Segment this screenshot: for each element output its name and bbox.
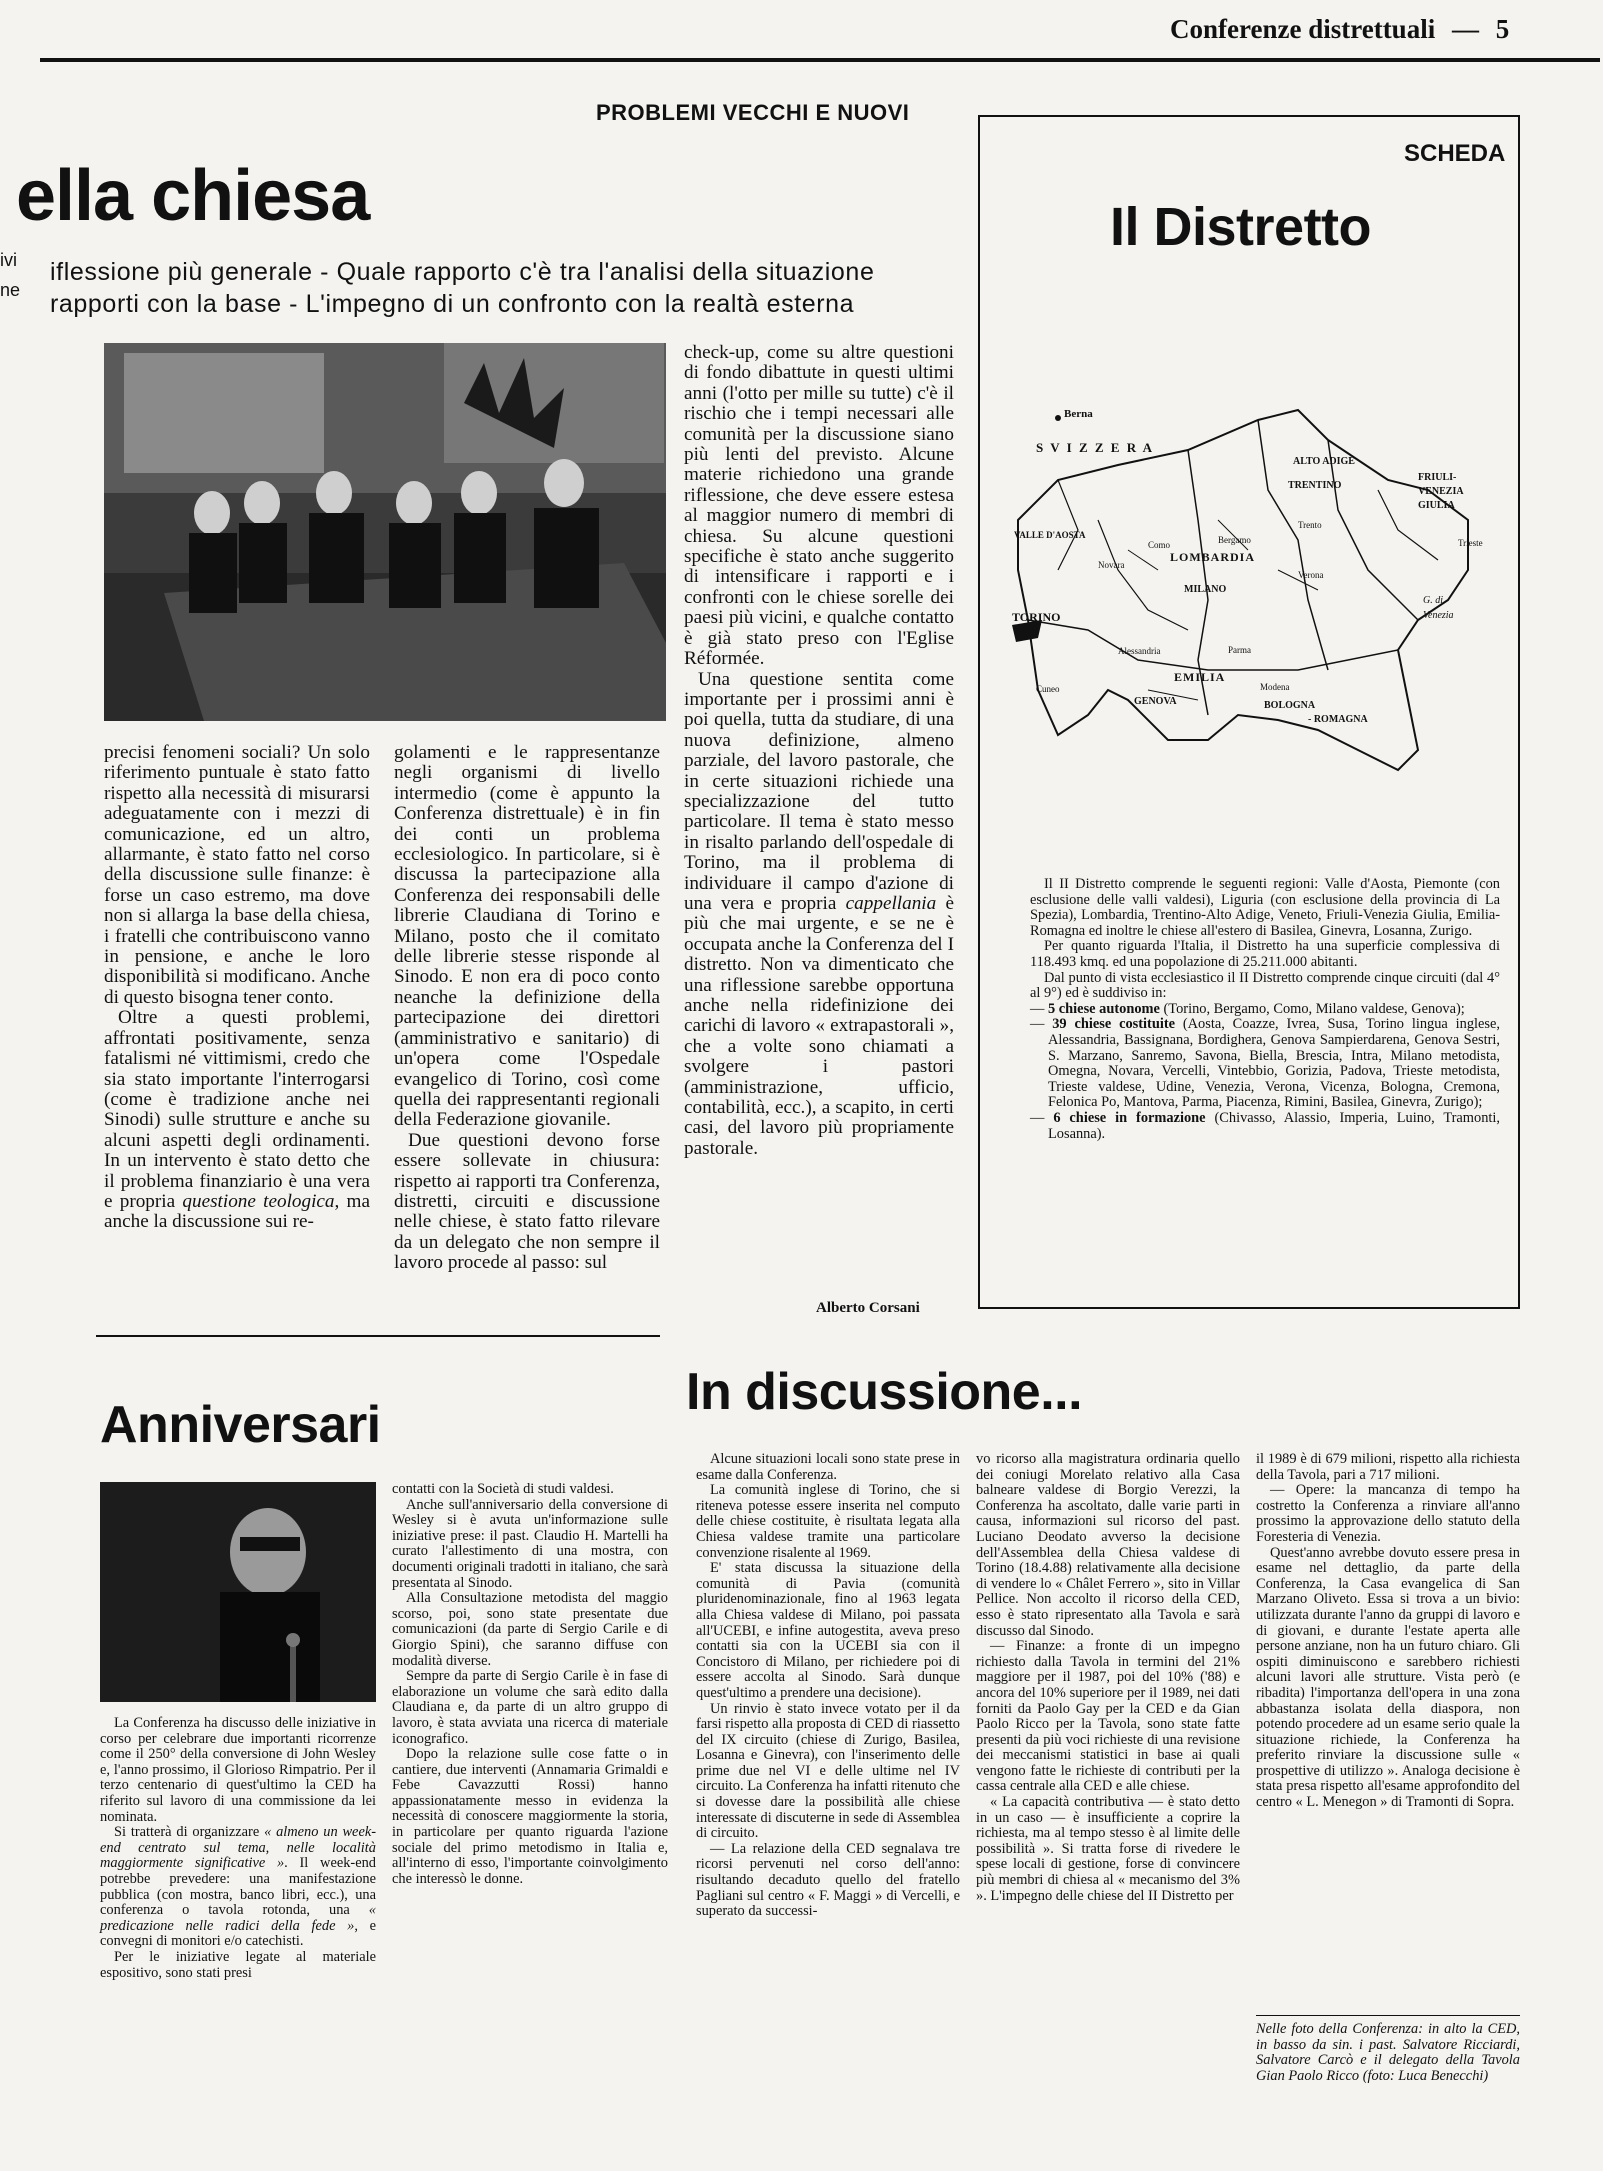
list-item <box>1030 1002 1500 1018</box>
header-rule <box>40 58 1600 62</box>
map-label-trento: Trento <box>1298 520 1322 530</box>
subtitle-line-1: iflessione più generale - Quale rapporto c'è tra l'analisi della situazione <box>50 258 875 286</box>
paragraph: Dopo la relazione sulle cose fatte o in cantiere, due interventi (Annamaria Grimaldi e Febe Cavazzutti Rossi) hanno appassionatamente messo in evidenza la necessità di conoscere maggiormente la storia, in particolare per quanto riguarda l'azione sociale del primo metodismo in Italia e, all'interno di esso, l'importante coinvolgimento che interessò le donne. <box>392 1746 668 1887</box>
text-run: , ma <box>334 1190 370 1212</box>
anniversari-title: Anniversari <box>100 1396 381 1454</box>
italic-phrase: « predicazione nelle radici della fede » <box>100 1902 376 1934</box>
map-label-romagna: - ROMAGNA <box>1308 714 1368 725</box>
discussione-title: In discussione... <box>686 1363 1083 1421</box>
text-run: . Il week-end potrebbe prevedere: una manifestazione pubblica (con mostra, banco libri, ecc.), una conferenza o tavola rotonda, una <box>100 1855 376 1919</box>
map-label-modena: Modena <box>1260 682 1290 692</box>
paragraph: Un rinvio è stato invece votato per il da farsi rispetto alla proposta di CED di riassetto del IX circuito (chiese di Zurigo, Basilea, Losanna e Ginevra), con l'inserimento delle prime due nel VI e delle ultime nel IV circuito. La Conferenza ha infatti ritenuto che si dovesse dare la possibilità alle chiese interessate di discuterne in sede di Assemblea di circuito. <box>696 1700 960 1842</box>
map-label-svizzera: S V I Z Z E R A <box>1036 440 1155 455</box>
map-label-friuli: FRIULI- <box>1418 472 1457 483</box>
scheda-title: Il Distretto <box>1110 197 1372 257</box>
left-edge-2: ne <box>0 280 21 300</box>
paragraph: Quest'anno avrebbe dovuto essere presa in esame nel dettaglio, da parte della Conferenza, la Casa evangelica di San Marzano Oliveto. Essa si trova a un bivio: utilizzata durante l'anno da gruppi di lavoro e di giovani, e durante l'estate aperta alle persone anziane, non ha un futuro chiaro. Gli ospiti diminuiscono e sarebbero richiesti alcuni lavori alle strutture. Vista però (e ribadita) l'importanza dell'opera in una zona abbastanza isolata della diaspora, non potendo procedere ad un esame serio quale la situazione richiede, la Conferenza ha preferito rinviare la discussione sulle « prospettive di utilizzo ». Analoga decisione è stata presa rispetto all'esame approfondito del centro « L. Menegon » di Tramonti di Sopra. <box>1256 1544 1520 1811</box>
paragraph: — Finanze: a fronte di un impegno richiesto dalla Tavola in termini del 21% maggiore per il 1987, poi del 10% ('88) e ancora del 10% superiore per il 1989, nei dati forniti da Paolo Gay per la CED e da Gian Paolo Ricco per la Tavola, sono state fatte presenti da più voci richieste di una revisione dei meccanismi statistici in base ai quali vengono fatte le richieste di contributi per la cassa centrale alla CED e alle chiese. <box>976 1638 1240 1795</box>
anniversari-col-2 <box>392 1482 668 1887</box>
map-label-emilia: EMILIA <box>1174 670 1226 684</box>
map-label-lombardia: LOMBARDIA <box>1170 550 1256 564</box>
paragraph: Alcune situazioni locali sono state prese in esame dalla Conferenza. <box>696 1451 960 1483</box>
paragraph: contatti con la Società di studi valdesi. <box>392 1481 614 1497</box>
map-label-alto-adige: ALTO ADIGE <box>1293 456 1355 467</box>
item-bold: 6 chiese in formazione <box>1053 1109 1206 1126</box>
map-label-milano: MILANO <box>1184 584 1227 595</box>
paragraph: — Opere: la mancanza di tempo ha costretto la Conferenza a rinviare all'anno prossimo la approvazione dello statuto della Foresteria di Venezia. <box>1256 1482 1520 1545</box>
paragraph: Due questioni devono forse essere sollevate in chiusura: rispetto ai rapporti tra Conferenza, distretti, circuiti e discussione nelle chiese, è stato fatto rilevare da un delegato che non sempre il lavoro procede al passo: sul <box>394 1129 660 1274</box>
italic-phrase: « almeno un week-end centrato sul tema, nelle località maggiormente significative » <box>100 1824 377 1872</box>
map-label-genova: GENOVA <box>1134 696 1177 707</box>
text-run: Si tratterà di organizzare <box>114 1824 260 1841</box>
item-text: (Aosta, Coazze, Ivrea, Susa, Torino lingua inglese, Alessandria, Bassignana, Bordighera, Genova Sampierdarena, Genova Sestri, S. Marzano, Sanremo, Savona, Biella, Brescia, Intra, Milano metodista, Omegna, Novara, Vercelli, Vintebbio, Gorizia, Padova, Trieste metodista, Trieste valdese, Udine, Venezia, Verona, Vicenza, Bologna, Cremona, Felonica Po, Mantova, Parma, Piacenza, Rimini, Basilea, Ginevra, Zurigo); <box>1048 1016 1500 1111</box>
map-label-valle-aosta: VALLE D'AOSTA <box>1014 530 1086 540</box>
map-label-parma: Parma <box>1228 645 1251 655</box>
paragraph: Alla Consultazione metodista del maggio scorso, poi, sono state presentate due comunicazioni (da parte di Sergio Carile e di Giorgio Spini), che saranno diffuse con modalità diverse. <box>392 1590 668 1669</box>
top-article-col-2 <box>394 743 660 1274</box>
text-run: Oltre a questi problemi, affrontati positivamente, senza fatalismi né vittimismi, credo che sia stato importante l'interrogarsi (come è tradizione anche nei Sinodi) sulle strutture e anche su alcuni aspetti degli ordinamenti. In un intervento è stato detto che il problema finanziario è una vera e propria <box>104 1007 370 1212</box>
item-text: (Chivasso, Alassio, Imperia, Luino, Tramonti, Losanna). <box>1048 1109 1500 1142</box>
map-label-novara: Novara <box>1098 560 1125 570</box>
running-header <box>1170 14 1509 45</box>
paragraph: Dal punto di vista ecclesiastico il II Distretto comprende cinque circuiti (dal 4° al 9°) ed è suddiviso in: <box>1030 969 1500 1002</box>
caption-rule <box>1256 2015 1520 2016</box>
paragraph: Per le iniziative legate al materiale espositivo, sono stati presi <box>100 1948 376 1981</box>
map-label-bergamo: Bergamo <box>1218 535 1251 545</box>
paragraph: La Conferenza ha discusso delle iniziative in corso per celebrare due importanti ricorrenze come il 250° della conversione di John Wesley e, l'anno prossimo, il Glorioso Rimpatrio. Per il terzo centenario di quest'ultimo la CED ha riferito sul lavoro di una commissione da lei nominata. <box>100 1715 376 1825</box>
photo-delegates-image <box>100 1482 376 1702</box>
church-list <box>1030 1002 1500 1142</box>
paragraph: Sempre da parte di Sergio Carile è in fase di elaborazione un volume che sarà edito dalla Claudiana e, da parte di un altro gruppo di lavoro, è stata avviata una ricerca di materiale iconografico. <box>392 1668 668 1747</box>
paragraph <box>100 1825 376 1950</box>
discussione-col-2 <box>976 1452 1240 1904</box>
paragraph: check-up, come su altre questioni di fondo dibattute in questi ultimi anni (l'otto per mille su tutte) c'è il rischio che i tempi necessari alle comunità per la discussione siano più lenti del previsto. Alcune materie richiedono una grande riflessione, che deve essere estesa al maggior numero di membri di chiesa. Su alcune questioni specifiche è stato anche suggerito di intensificare i rapporti e i confronti con le chiese sorelle dei paesi più vicini, e qualche contatto è già stato preso con l'Eglise Réformée. <box>684 342 954 670</box>
kicker: PROBLEMI VECCHI E NUOVI <box>596 100 910 125</box>
subtitle-line-2: rapporti con la base - L'impegno di un confronto con la realtà esterna <box>50 290 855 318</box>
paragraph: « La capacità contributiva — è stato detto in un caso — è insufficiente a coprire la richiesta, ma al tempo stesso è al limite delle possibilità ». Si tratta forse di rivedere le spese locali di gestione, forse di convincere più membri di chiesa al « mecanismo del 3% ». L'impegno delle chiese del II Distretto per <box>976 1794 1240 1904</box>
map-label-trentino: TRENTINO <box>1288 480 1342 491</box>
photo-caption: Nelle foto della Conferenza: in alto la CED, in basso da sin. i past. Salvatore Ricciardi, Salvatore Carcò e il delegato della Tavola Gian Paolo Ricco (foto: Luca Benecchi) <box>1256 2021 1520 2084</box>
map-label-alessandria: Alessandria <box>1118 646 1161 656</box>
author-byline: Alberto Corsani <box>816 1300 920 1316</box>
paragraph: golamenti e le rappresentanze negli organismi di livello intermedio (come è appunto la Conferenza distrettuale) è in fin dei conti un problema ecclesiologico. In particolare, si è discussa la partecipazione alla Conferenza dei responsabili delle librerie Claudiana di Torino e Milano, posto che il comitato delle librerie stesse risponde al Sinodo. E non era di poco conto neanche la definizione della partecipazione dei direttori (amministrativo e sanitario) di un'opera come l'Ospedale evangelico di Torino, così come quella dei rappresentanti regionali della Federazione giovanile. <box>394 742 660 1131</box>
paragraph <box>684 670 954 1160</box>
anniversari-col-1 <box>100 1716 376 1981</box>
top-article-col-1 <box>104 743 370 1233</box>
text-run: , e convegni di monitori e/o catechisti. <box>100 1917 376 1950</box>
conference-photo-ced <box>104 343 666 721</box>
scheda-label: SCHEDA <box>1404 140 1506 167</box>
paragraph: Per quanto riguarda l'Italia, il Distretto ha una superficie complessiva di 118.493 kmq. ed una popolazione di 25.211.000 abitanti. <box>1030 938 1500 970</box>
paragraph: Il II Distretto comprende le seguenti regioni: Valle d'Aosta, Piemonte (con esclusione delle valli valdesi), Liguria (con esclusione della provincia di La Spezia), Lombardia, Trentino-Alto Adige, Veneto, Friuli-Venezia Giulia, Emilia-Romagna ed inoltre le chiese all'estero di Basilea, Ginevra, Losanna, Zurigo. <box>1030 876 1500 939</box>
item-bold: 39 chiese costituite <box>1052 1016 1176 1033</box>
list-item <box>1030 1111 1500 1142</box>
map-label-como: Como <box>1148 540 1171 550</box>
map-label-giulia: GIULIA <box>1418 500 1455 511</box>
paragraph: La comunità inglese di Torino, che si riteneva potesse essere inserita nel computo delle chiese costituite, è risultata legata alla Chiesa valdese tramite una particolare convenzione risalente al 1969. <box>696 1482 960 1561</box>
section-name: Conferenze distrettuali <box>1170 14 1436 44</box>
photo-ced-image <box>104 343 666 721</box>
top-article-col-3 <box>684 343 954 1159</box>
header-dash: — <box>1451 14 1479 44</box>
dash: — <box>1030 1016 1045 1033</box>
map-label-golfo: G. di <box>1423 595 1443 606</box>
map-label-venezia: Venezia <box>1423 610 1454 621</box>
map-label-berna: Berna <box>1064 408 1093 420</box>
district-map <box>998 370 1508 830</box>
item-text: (Torino, Bergamo, Como, Milano valdese, Genova); <box>1159 1000 1465 1017</box>
paragraph <box>104 1008 370 1232</box>
map-label-bologna: BOLOGNA <box>1264 700 1316 711</box>
text-run: pastorale. <box>684 1137 759 1159</box>
text-run: Una questione sentita come importante per i prossimi anni è poi quella, tutta da studiare, di una nuova definizione, almeno parziale, del lavoro pastorale, che in certe situazioni richiede una specializzazione del tutto particolare. Il tema è stato messo in risalto parlando dell'ospedale di Torino, ma il problema di individuare il campo d'azione di una vera e propria <box>684 668 954 914</box>
map-label-trieste: Trieste <box>1458 538 1483 548</box>
page-number: 5 <box>1495 14 1510 44</box>
text-run: è più che mai urgente, e se ne è occupata anche la Conferenza del I distretto. Non va dimenticato che una riflessione sarebbe opportuna anche nella ridefinizione dei carichi di lavoro « extrapastorali », che a volte sono chiamati a svolgere i pastori (amministrazione, ufficio, contabilità, ecc.), a scapito, in certi casi, del lavoro più propriamente <box>684 892 954 1139</box>
map-label-torino: TORINO <box>1012 610 1061 624</box>
dash: — <box>1030 1109 1045 1126</box>
paragraph: precisi fenomeni sociali? Un solo riferimento puntuale è stato fatto rispetto alla necessità di misurarsi adeguatamente con i mezzi di comunicazione, ed un altro, allarmante, è stato fatto nel corso della discussione sulle finanze: è forse un caso estremo, ma dove non si allarga la base della chiesa, i fratelli che contribuiscono vanno in pensione, e anche le loro disponibilità si modificano. Anche di questo bisogna tener conto. <box>104 742 370 1008</box>
left-edge-1: ivi <box>0 250 17 270</box>
list-item <box>1030 1017 1500 1111</box>
scheda-text <box>1030 877 1500 1142</box>
text-run: anche la discussione sui re- <box>104 1211 314 1233</box>
italic-phrase: questione teologica <box>182 1190 335 1212</box>
paragraph: Anche sull'anniversario della conversione di Wesley si è avuta un'informazione sulle iniziative prese: il past. Claudio H. Martelli ha curato l'allestimento di una mostra, con documenti originali tradotti in italiano, che sarà presentata al Sinodo. <box>392 1496 668 1591</box>
discussione-col-1 <box>696 1452 960 1920</box>
map-label-verona: Verona <box>1298 570 1324 580</box>
paragraph: vo ricorso alla magistratura ordinaria quello dei coniugi Morelato relativo alla Casa balneare valdese di Borgio Verezzi, la Conferenza ha ascoltato, dalle varie parti in causa, informazioni sul ricorso del past. Luciano Deodato avverso la decisione dell'Assemblea della Chiesa valdese di Torino (18.4.88) relativamente alla decisione di vendere lo « Châlet Ferrero », sito in Villar Pellice. Non accolto il ricorso della CED, esso è stato ripresentato alla Tavola e sarà discusso dal Sinodo. <box>976 1451 1240 1639</box>
italic-phrase: cappellania <box>845 892 937 914</box>
paragraph: E' stata discussa la situazione della comunità di Pavia (comunità pluridenominazionale, fino al 1963 legata alla Chiesa valdese di Milano, poi passata all'UCEBI, e infine autogestita, aveva preso contatti sia con la UCEBI sia con il Concistoro di Milano, per richiedere poi di essere accolta al Sinodo. Sarà dunque quest'ultimo a prendere una decisione). <box>696 1560 960 1701</box>
section-divider <box>96 1335 660 1337</box>
dash: — <box>1030 1000 1045 1017</box>
article-title: ella chiesa <box>16 156 370 236</box>
conference-photo-delegates <box>100 1482 376 1702</box>
map-label-cuneo: Cuneo <box>1036 684 1060 694</box>
discussione-col-3 <box>1256 1452 1520 1811</box>
map-label-venezia-giulia: VENEZIA <box>1418 486 1464 497</box>
item-bold: 5 chiese autonome <box>1048 1000 1160 1017</box>
paragraph: — La relazione della CED segnalava tre ricorsi pervenuti nel corso dell'anno: risultando decaduto quello del fratello Pagliani sul centro « F. Maggi » di Vercelli, e superato da successi- <box>696 1840 960 1920</box>
paragraph: il 1989 è di 679 milioni, rispetto alla richiesta della Tavola, pari a 717 milioni. <box>1256 1451 1520 1483</box>
